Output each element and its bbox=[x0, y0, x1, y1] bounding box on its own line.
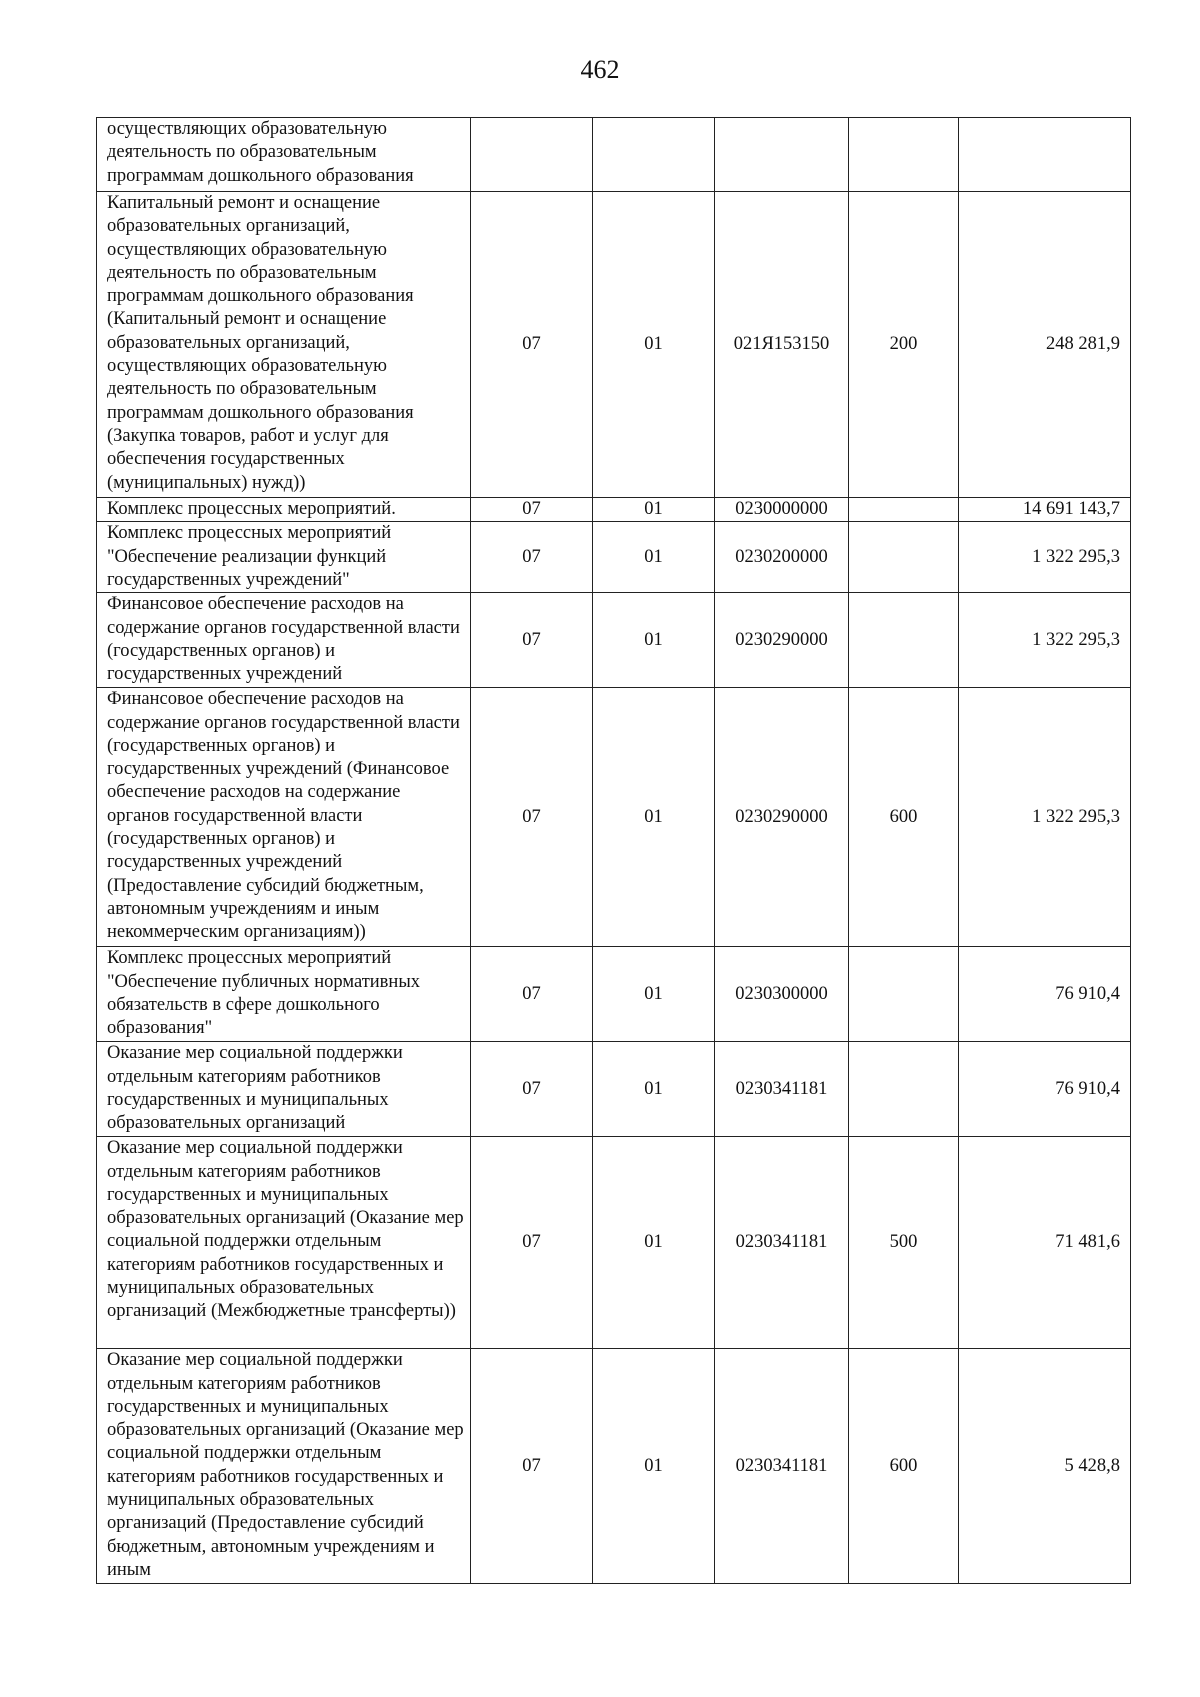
row-section: 07 bbox=[471, 593, 593, 688]
row-description: Финансовое обеспечение расходов на содержание органов государственной власти (государственных органов) и государственных учреждений (Финансовое обеспечение расходов на содержание органов государственной власти (государственных органов) и государственных учреждений (Предоставление субсидий бюджетным, автономным учреждениям и иным некоммерческим организациям)) bbox=[97, 688, 471, 947]
row-target-article: 0230290000 bbox=[715, 688, 849, 947]
row-expense-type: 600 bbox=[849, 1349, 959, 1584]
row-subsection: 01 bbox=[593, 593, 715, 688]
row-subsection: 01 bbox=[593, 1349, 715, 1584]
row-subsection bbox=[593, 118, 715, 192]
row-subsection: 01 bbox=[593, 947, 715, 1042]
page-number: 462 bbox=[580, 55, 620, 84]
row-amount bbox=[959, 118, 1131, 192]
row-amount: 76 910,4 bbox=[959, 947, 1131, 1042]
row-target-article: 021Я153150 bbox=[715, 192, 849, 498]
row-expense-type bbox=[849, 498, 959, 522]
row-section: 07 bbox=[471, 947, 593, 1042]
row-target-article: 0230200000 bbox=[715, 522, 849, 593]
row-description: Капитальный ремонт и оснащение образовательных организаций, осуществляющих образовательную деятельность по образовательным программам дошкольного образования (Капитальный ремонт и оснащение образовательных организаций, осуществляющих образовательную деятельность по образовательным программам дошкольного образования (Закупка товаров, работ и услуг для обеспечения государственных (муниципальных) нужд)) bbox=[97, 192, 471, 498]
row-description: Комплекс процессных мероприятий. bbox=[97, 498, 471, 522]
row-expense-type: 200 bbox=[849, 192, 959, 498]
row-section: 07 bbox=[471, 1349, 593, 1584]
row-description: Комплекс процессных мероприятий "Обеспечение реализации функций государственных учреждений" bbox=[97, 522, 471, 593]
table-row bbox=[97, 498, 1131, 522]
row-subsection: 01 bbox=[593, 688, 715, 947]
row-section: 07 bbox=[471, 192, 593, 498]
row-expense-type: 600 bbox=[849, 688, 959, 947]
row-description: Оказание мер социальной поддержки отдельным категориям работников государственных и муниципальных образовательных организаций (Оказание мер социальной поддержки отдельным категориям работников государственных и муниципальных образовательных организаций (Межбюджетные трансферты)) bbox=[97, 1137, 471, 1349]
row-amount: 14 691 143,7 bbox=[959, 498, 1131, 522]
table-row bbox=[97, 1137, 1131, 1349]
row-amount: 1 322 295,3 bbox=[959, 593, 1131, 688]
row-description: Финансовое обеспечение расходов на содержание органов государственной власти (государственных органов) и государственных учреждений bbox=[97, 593, 471, 688]
row-section: 07 bbox=[471, 1137, 593, 1349]
table-row bbox=[97, 947, 1131, 1042]
row-subsection: 01 bbox=[593, 522, 715, 593]
table-row bbox=[97, 1349, 1131, 1584]
row-section bbox=[471, 118, 593, 192]
row-description: Оказание мер социальной поддержки отдельным категориям работников государственных и муниципальных образовательных организаций bbox=[97, 1042, 471, 1137]
table-row bbox=[97, 192, 1131, 498]
table-row bbox=[97, 1042, 1131, 1137]
row-target-article: 0230000000 bbox=[715, 498, 849, 522]
row-section: 07 bbox=[471, 688, 593, 947]
row-expense-type bbox=[849, 947, 959, 1042]
row-amount: 1 322 295,3 bbox=[959, 522, 1131, 593]
row-target-article: 0230290000 bbox=[715, 593, 849, 688]
row-subsection: 01 bbox=[593, 498, 715, 522]
row-description: осуществляющих образовательную деятельность по образовательным программам дошкольного образования bbox=[97, 118, 471, 192]
row-section: 07 bbox=[471, 522, 593, 593]
row-description: Оказание мер социальной поддержки отдельным категориям работников государственных и муниципальных образовательных организаций (Оказание мер социальной поддержки отдельным категориям работников государственных и муниципальных образовательных организаций (Предоставление субсидий бюджетным, автономным учреждениям и иным bbox=[97, 1349, 471, 1584]
row-section: 07 bbox=[471, 1042, 593, 1137]
row-expense-type bbox=[849, 118, 959, 192]
table-row bbox=[97, 688, 1131, 947]
row-target-article: 0230341181 bbox=[715, 1349, 849, 1584]
row-expense-type bbox=[849, 593, 959, 688]
table-row bbox=[97, 118, 1131, 192]
row-section: 07 bbox=[471, 498, 593, 522]
row-expense-type: 500 bbox=[849, 1137, 959, 1349]
row-amount: 76 910,4 bbox=[959, 1042, 1131, 1137]
row-target-article: 0230341181 bbox=[715, 1137, 849, 1349]
row-expense-type bbox=[849, 1042, 959, 1137]
row-target-article: 0230300000 bbox=[715, 947, 849, 1042]
row-subsection: 01 bbox=[593, 192, 715, 498]
table-row bbox=[97, 522, 1131, 593]
row-amount: 248 281,9 bbox=[959, 192, 1131, 498]
row-description: Комплекс процессных мероприятий "Обеспечение публичных нормативных обязательств в сфере дошкольного образования" bbox=[97, 947, 471, 1042]
row-subsection: 01 bbox=[593, 1137, 715, 1349]
budget-table bbox=[96, 117, 1131, 1584]
table-row bbox=[97, 593, 1131, 688]
row-subsection: 01 bbox=[593, 1042, 715, 1137]
row-target-article: 0230341181 bbox=[715, 1042, 849, 1137]
row-amount: 1 322 295,3 bbox=[959, 688, 1131, 947]
row-amount: 71 481,6 bbox=[959, 1137, 1131, 1349]
row-target-article bbox=[715, 118, 849, 192]
row-amount: 5 428,8 bbox=[959, 1349, 1131, 1584]
row-expense-type bbox=[849, 522, 959, 593]
